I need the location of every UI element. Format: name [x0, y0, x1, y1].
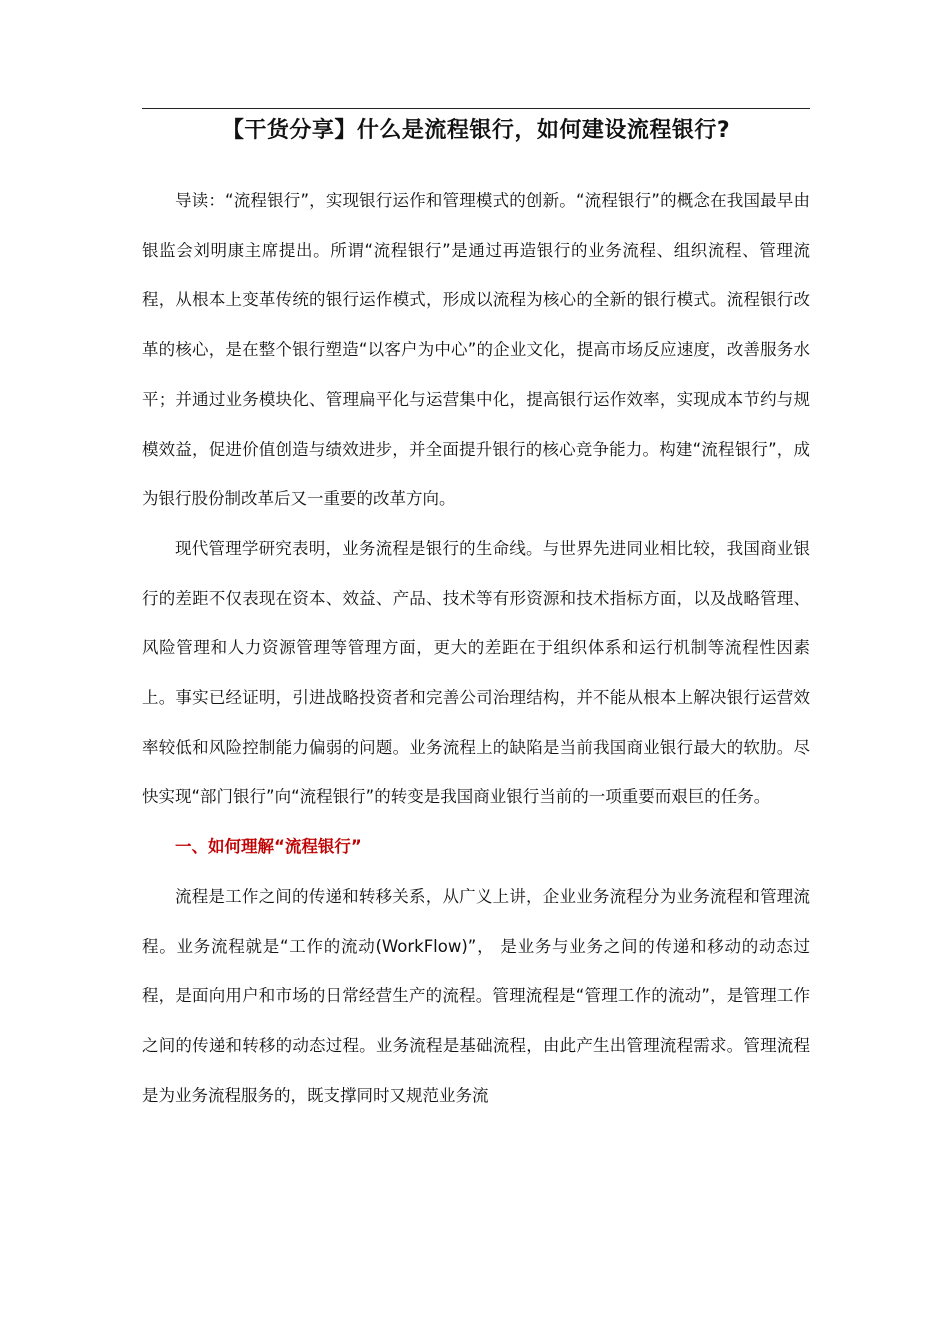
intro-paragraph: 导读：“流程银行”，实现银行运作和管理模式的创新。“流程银行”的概念在我国最早由银监会刘明康主席提出。所谓“流程银行”是通过再造银行的业务流程、组织流程、管理流程，从根本上变革传统的银行运作模式，形成以流程为核心的全新的银行模式。流程银行改革的核心，是在整个银行塑造“以客户为中心”的企业文化，提高市场反应速度，改善服务水平；并通过业务模块化、管理扁平化与运营集中化，提高银行运作效率，实现成本节约与规模效益，促进价值创造与绩效进步，并全面提升银行的核心竞争能力。构建“流程银行”，成为银行股份制改革后又一重要的改革方向。	[142, 191, 810, 509]
section-paragraph: 流程是工作之间的传递和转移关系，从广义上讲，企业业务流程分为业务流程和管理流程。业务流程就是“工作的流动(WorkFlow)”， 是业务与业务之间的传递和移动的动态过程，是面向用户和市场的日常经营生产的流程。管理流程是“管理工作的流动”，是管理工作之间的传递和转移的动态过程。业务流程是基础流程，由此产生出管理流程需求。管理流程是为业务流程服务的，既支撑同时又规范业务流	[142, 886, 810, 1105]
section-heading: 一、如何理解“流程银行”	[175, 837, 362, 857]
document-title: 【干货分享】什么是流程银行，如何建设流程银行?	[221, 118, 731, 143]
document-body	[142, 176, 810, 1120]
header-rule	[142, 108, 810, 109]
body-paragraph: 现代管理学研究表明，业务流程是银行的生命线。与世界先进同业相比较，我国商业银行的差距不仅表现在资本、效益、产品、技术等有形资源和技术指标方面，以及战略管理、风险管理和人力资源管理等管理方面，更大的差距在于组织体系和运行机制等流程性因素上。事实已经证明，引进战略投资者和完善公司治理结构，并不能从根本上解决银行运营效率较低和风险控制能力偏弱的问题。业务流程上的缺陷是当前我国商业银行最大的软肋。尽快实现“部门银行”向“流程银行”的转变是我国商业银行当前的一项重要而艰巨的任务。	[142, 538, 810, 807]
